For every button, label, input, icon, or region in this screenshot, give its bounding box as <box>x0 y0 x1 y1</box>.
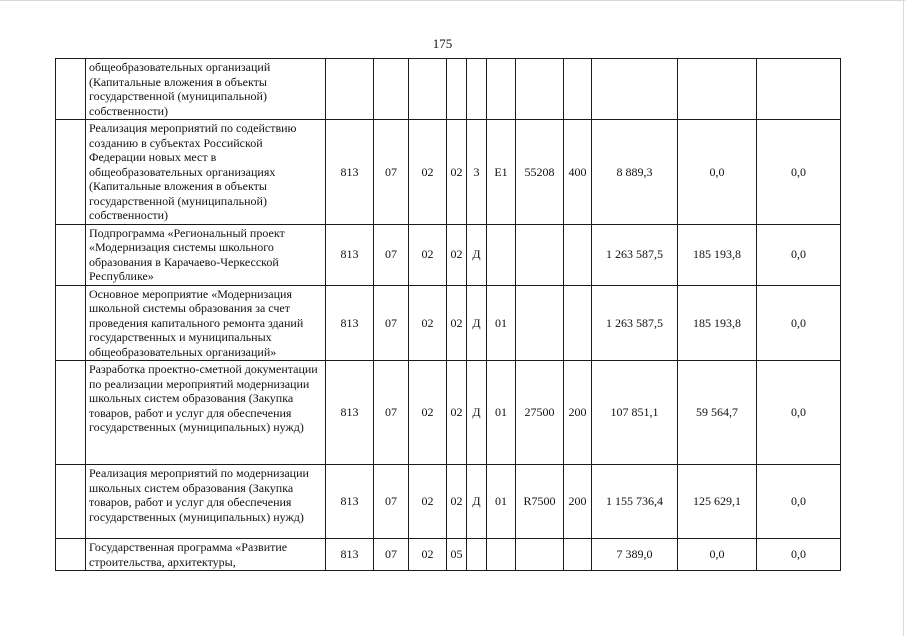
event-code-cell <box>487 59 516 120</box>
description-cell: Подпрограмма «Региональный проект «Модернизация системы школьного образования в Карачаево-Черкесской Республике» <box>86 224 326 285</box>
expense-type-cell: 200 <box>564 361 592 465</box>
expense-type-cell <box>564 285 592 361</box>
table-row <box>56 224 841 285</box>
ministry-code-cell: 813 <box>326 465 374 539</box>
description-cell: Реализация мероприятий по содействию созданию в субъектах Российской Федерации новых мест в общеобразовательных организациях (Капитальные вложения в объекты государственной (муниципальной) собственности) <box>86 120 326 225</box>
budget-table <box>55 58 841 571</box>
event-code-cell: E1 <box>487 120 516 225</box>
expense-type-cell <box>564 59 592 120</box>
expense-type-cell <box>564 539 592 571</box>
subprogram-code-cell: 3 <box>467 120 487 225</box>
subprogram-code-cell: Д <box>467 224 487 285</box>
amount-year1-cell: 1 155 736,4 <box>592 465 678 539</box>
expense-type-cell: 200 <box>564 465 592 539</box>
amount-year2-cell: 185 193,8 <box>678 224 757 285</box>
section-code-cell: 07 <box>374 120 409 225</box>
amount-year2-cell: 0,0 <box>678 539 757 571</box>
amount-year3-cell: 0,0 <box>757 285 841 361</box>
subprogram-code-cell <box>467 539 487 571</box>
amount-year2-cell: 59 564,7 <box>678 361 757 465</box>
amount-year2-cell: 0,0 <box>678 120 757 225</box>
event-code-cell <box>487 224 516 285</box>
direction-code-cell <box>516 224 564 285</box>
description-cell: общеобразовательных организаций (Капитальные вложения в объекты государственной (муниципальной) собственности) <box>86 59 326 120</box>
scan-right-edge <box>903 0 904 636</box>
direction-code-cell: 55208 <box>516 120 564 225</box>
amount-year1-cell: 7 389,0 <box>592 539 678 571</box>
ministry-code-cell: 813 <box>326 361 374 465</box>
subsection-code-cell: 02 <box>409 361 447 465</box>
subprogram-code-cell <box>467 59 487 120</box>
amount-year3-cell <box>757 59 841 120</box>
subsection-code-cell: 02 <box>409 224 447 285</box>
row-number-cell <box>56 285 86 361</box>
amount-year1-cell: 1 263 587,5 <box>592 224 678 285</box>
ministry-code-cell: 813 <box>326 224 374 285</box>
amount-year1-cell: 1 263 587,5 <box>592 285 678 361</box>
section-code-cell: 07 <box>374 539 409 571</box>
description-cell: Основное мероприятие «Модернизация школьной системы образования за счет проведения капитального ремонта зданий государственных и муниципальных общеобразовательных организаций» <box>86 285 326 361</box>
subsection-code-cell: 02 <box>409 465 447 539</box>
event-code-cell: 01 <box>487 361 516 465</box>
event-code-cell: 01 <box>487 285 516 361</box>
ministry-code-cell: 813 <box>326 120 374 225</box>
amount-year3-cell: 0,0 <box>757 120 841 225</box>
row-number-cell <box>56 59 86 120</box>
section-code-cell: 07 <box>374 285 409 361</box>
amount-year3-cell: 0,0 <box>757 361 841 465</box>
direction-code-cell: R7500 <box>516 465 564 539</box>
subsection-code-cell: 02 <box>409 539 447 571</box>
table-row <box>56 361 841 465</box>
program-code-cell: 05 <box>447 539 467 571</box>
table-row <box>56 465 841 539</box>
program-code-cell: 02 <box>447 285 467 361</box>
program-code-cell: 02 <box>447 465 467 539</box>
program-code-cell: 02 <box>447 361 467 465</box>
table-row <box>56 539 841 571</box>
amount-year2-cell: 125 629,1 <box>678 465 757 539</box>
description-cell: Разработка проектно-сметной документации по реализации мероприятий модернизации школьных систем образования (Закупка товаров, работ и услуг для обеспечения государственных (муниципальных) нужд) <box>86 361 326 465</box>
section-code-cell <box>374 59 409 120</box>
amount-year1-cell: 107 851,1 <box>592 361 678 465</box>
direction-code-cell <box>516 59 564 120</box>
amount-year3-cell: 0,0 <box>757 224 841 285</box>
row-number-cell <box>56 465 86 539</box>
expense-type-cell: 400 <box>564 120 592 225</box>
description-cell: Реализация мероприятий по модернизации школьных систем образования (Закупка товаров, работ и услуг для обеспечения государственных (муниципальных) нужд) <box>86 465 326 539</box>
section-code-cell: 07 <box>374 224 409 285</box>
amount-year3-cell: 0,0 <box>757 465 841 539</box>
amount-year1-cell <box>592 59 678 120</box>
table-row <box>56 59 841 120</box>
subprogram-code-cell: Д <box>467 361 487 465</box>
subsection-code-cell: 02 <box>409 285 447 361</box>
ministry-code-cell: 813 <box>326 285 374 361</box>
section-code-cell: 07 <box>374 361 409 465</box>
program-code-cell: 02 <box>447 120 467 225</box>
subprogram-code-cell: Д <box>467 285 487 361</box>
description-cell: Государственная программа «Развитие строительства, архитектуры, <box>86 539 326 571</box>
direction-code-cell <box>516 539 564 571</box>
subsection-code-cell: 02 <box>409 120 447 225</box>
event-code-cell: 01 <box>487 465 516 539</box>
amount-year3-cell: 0,0 <box>757 539 841 571</box>
section-code-cell: 07 <box>374 465 409 539</box>
subsection-code-cell <box>409 59 447 120</box>
table-row <box>56 120 841 225</box>
table-row <box>56 285 841 361</box>
program-code-cell <box>447 59 467 120</box>
row-number-cell <box>56 539 86 571</box>
event-code-cell <box>487 539 516 571</box>
amount-year1-cell: 8 889,3 <box>592 120 678 225</box>
row-number-cell <box>56 120 86 225</box>
page-number: 175 <box>432 36 453 51</box>
direction-code-cell <box>516 285 564 361</box>
direction-code-cell: 27500 <box>516 361 564 465</box>
ministry-code-cell: 813 <box>326 539 374 571</box>
amount-year2-cell <box>678 59 757 120</box>
program-code-cell: 02 <box>447 224 467 285</box>
row-number-cell <box>56 361 86 465</box>
expense-type-cell <box>564 224 592 285</box>
scan-top-edge <box>0 0 905 1</box>
row-number-cell <box>56 224 86 285</box>
subprogram-code-cell: Д <box>467 465 487 539</box>
ministry-code-cell <box>326 59 374 120</box>
amount-year2-cell: 185 193,8 <box>678 285 757 361</box>
